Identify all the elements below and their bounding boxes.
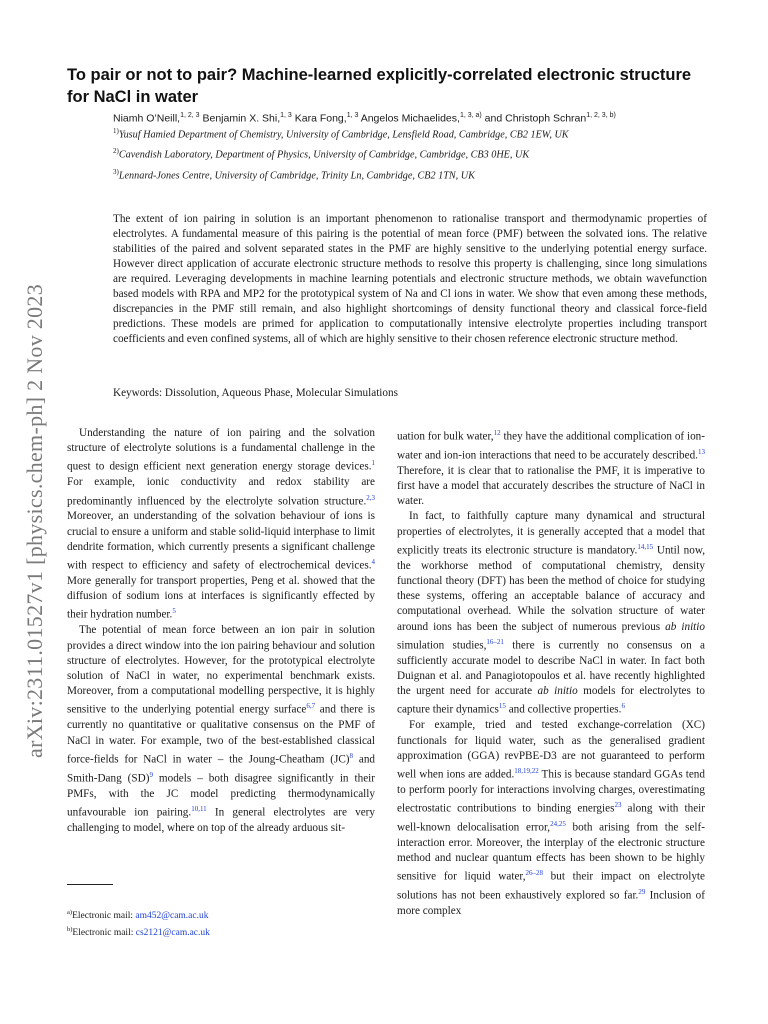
author-affiliation-marker: 1, 2, 3 [180, 112, 200, 119]
footnotes [67, 906, 367, 940]
citation-link[interactable]: 13 [698, 447, 705, 456]
author-name: and Christoph Schran [484, 112, 587, 125]
author-name: Angelos Michaelides, [360, 112, 460, 125]
affiliation [113, 165, 673, 183]
citation-link[interactable]: 16–21 [486, 637, 504, 646]
affiliation-text: Cavendish Laboratory, Department of Physics, University of Cambridge, Cambridge, CB3 0HE, UK [118, 149, 530, 161]
affiliation-list [113, 124, 673, 185]
author-affiliation-marker: 1, 3 [346, 112, 359, 119]
footnote-marker: a) [67, 909, 73, 916]
email-link[interactable]: am452@cam.ac.uk [135, 911, 209, 922]
citation-link[interactable]: 6 [621, 702, 625, 711]
citation-link[interactable]: 18,19,22 [514, 766, 539, 775]
footnote [67, 923, 367, 940]
affiliation-marker: 1) [113, 127, 119, 135]
citation-link[interactable]: 8 [349, 751, 354, 760]
citation-link[interactable]: 24,25 [550, 820, 566, 829]
citation-link[interactable]: 15 [498, 702, 506, 711]
italic-term: ab initio [665, 620, 705, 633]
author-name: Niamh O’Neill, [113, 112, 181, 125]
footnote-label: Electronic mail: [72, 911, 136, 922]
arxiv-sidebar [22, 228, 46, 758]
body-paragraph: The potential of mean force between an ion pair in solution provides a direct window into the ion pairing behaviour and solution structure of electrolytes. However, for the prototypical electrolyte solution of NaCl in water, no experimental benchmark exists. Moreover, from a computational modelling perspective, it is highly sensitive to the underlying potential energy surface$^{6,7}$ and there is currently no quantitative or qualitative consensus on the PMF of NaCl in water. For example, two of the best-established classical force-fields for NaCl in water – the Joung-Cheatham (JC)$^8$ and Smith-Dang (SD)$^9$ models – both disagree significantly in their PMFs, with the JC model predicting thermodynamically unfavourable ion pairing.$^{10,11}$ In general electrolytes are very challenging to model, where on top of the already arduous sit- [67, 624, 376, 834]
paper-title: To pair or not to pair? Machine-learned explicitly-correlated electronic structure for NaCl in water [67, 66, 692, 106]
citation-link[interactable]: 4 [371, 558, 375, 567]
citation-link[interactable]: 14,15 [637, 542, 654, 551]
citation-link[interactable]: 26–28 [525, 869, 544, 878]
body-paragraph: In fact, to faithfully capture many dynamical and structural properties of electrolytes, it is generally accepted that a model that explicitly treats its electronic structure is mandatory.$^{14,15}$ Until now, the workhorse method of computational chemistry, density functional theory (DFT) has been the method of choice for studying these systems, offering an acceptable balance of accuracy and computational overhead. While the solvation structure of water around ions has been the subject of numerous previous ab initio simulation studies,$^{16-21}$ there is currently no consensus on a sufficiently accurate model to describe NaCl in water. In fact both Duignan et al. and Panagiotopoulos et al. have recently highlighted the urgent need for accurate ab initio models for electrolytes to capture their dynamics$^{15}$ and collective properties.$^6$ [397, 510, 705, 717]
citation-link[interactable]: 1 [371, 459, 375, 468]
keywords: Keywords: Dissolution, Aqueous Phase, Molecular Simulations [113, 387, 398, 399]
footnote [67, 906, 367, 923]
citation-link[interactable]: 12 [493, 429, 501, 437]
affiliation-text: Yusuf Hamied Department of Chemistry, University of Cambridge, Lensfield Road, Cambridge, CB2 1EW, UK [118, 129, 569, 141]
email-link[interactable]: cs2121@cam.ac.uk [135, 928, 210, 939]
left-column [67, 426, 375, 836]
author-affiliation-marker: 1, 2, 3, b) [586, 112, 616, 119]
citation-link[interactable]: 9 [149, 770, 153, 779]
citation-link[interactable]: 23 [614, 801, 622, 810]
author-affiliation-marker: 1, 3 [280, 112, 292, 119]
footnote-divider [67, 884, 113, 885]
body-paragraph: Understanding the nature of ion pairing and the solvation structure of electrolyte solutions is a fundamental challenge in the quest to design efficient next generation energy storage devices.$^1$ For example, ionic conductivity and redox stability are predominantly influenced by the electrolyte solvation structure.$^{2,3}$ Moreover, an understanding of the solvation behaviour of ions is crucial to ensure a uniform and stable solid-liquid interphase to limit dendrite formation, which currently presents a significant challenge with respect to efficiency and safety of electrochemical devices.$^4$ More generally for transport properties, Peng et al. showed that the diffusion of sodium ions at interfaces is significantly effected by their hydration number.$^5$ [67, 427, 375, 622]
author-affiliation-marker: 1, 3, a) [459, 112, 482, 119]
affiliation-marker: 2) [113, 147, 119, 156]
arxiv-identifier: arXiv:2311.01527v1 [physics.chem-ph] 2 Nov 2023 [22, 284, 47, 758]
affiliation [113, 144, 673, 162]
affiliation-marker: 3) [113, 167, 119, 176]
right-column [397, 426, 705, 919]
body-paragraph: uation for bulk water,$^{12}$ they have the additional complication of ion-water and ion-ion interactions that need to be accurately described.$^{13}$ Therefore, it is clear that to rationalise the PMF, it is imperative to first have a model that accurately describes the structure of NaCl in water. [397, 429, 705, 508]
footnote-marker: b) [67, 926, 73, 934]
author-name: Kara Fong, [294, 112, 347, 125]
citation-link[interactable]: 2,3 [366, 493, 375, 502]
affiliation-text: Lennard-Jones Centre, University of Cambridge, Trinity Ln, Cambridge, CB2 1TN, UK [118, 170, 475, 182]
abstract: The extent of ion pairing in solution is an important phenomenon to rationalise transport and thermodynamic properties of electrolytes. A fundamental measure of this pairing is the potential of mean force (PMF) between the solvated ions. The relative stabilities of the paired and solvent separated states in the PMF are highly sensitive to the underlying potential energy surface. However direct application of accurate electronic structure methods to resolve this property is challenging, since long simulations are required. Leveraging developments in machine learning potentials and electronic structure methods, we obtain wavefunction based models with RPA and MP2 for the prototypical system of Na and Cl ions in water. We show that even among these methods, discrepancies in the PMF still remain, and also highlight shortcomings of density functional theory and classical force-field predictions. These models are primed for application to computationally intensive electrolyte properties including transport coefficients and even confined systems, all of which are highly sensitive to their chosen reference electronic structure method. [113, 213, 707, 345]
author-name: Benjamin X. Shi, [202, 112, 281, 125]
citation-link[interactable]: 10,11 [191, 804, 207, 813]
body-paragraph: For example, tried and tested exchange-correlation (XC) functionals for liquid water, such as the generalised gradient approximation (GGA) revPBE-D3 are not guaranteed to perform well when ions are added.$^{18,19,22}$ This is because standard GGAs tend to perform poorly for interactions involving charges, overestimating electrostatic contributions to binding energies$^{23}$ along with their well-known delocalisation error,$^{24,25}$ both arising from the self-interaction error. Moreover, the interplay of the electronic structure method and nuclear quantum effects has been shown to be highly sensitive for liquid water,$^{26-28}$ but their impact on electrolyte solutions has not been exhaustively explored so far.$^{29}$ Inclusion of more complex [397, 719, 706, 918]
citation-link[interactable]: 6,7 [306, 702, 316, 711]
italic-term: ab initio [537, 685, 578, 698]
affiliation [113, 124, 673, 142]
citation-link[interactable]: 29 [638, 888, 646, 897]
citation-link[interactable]: 5 [172, 607, 176, 616]
footnote-label: Electronic mail: [72, 928, 136, 939]
